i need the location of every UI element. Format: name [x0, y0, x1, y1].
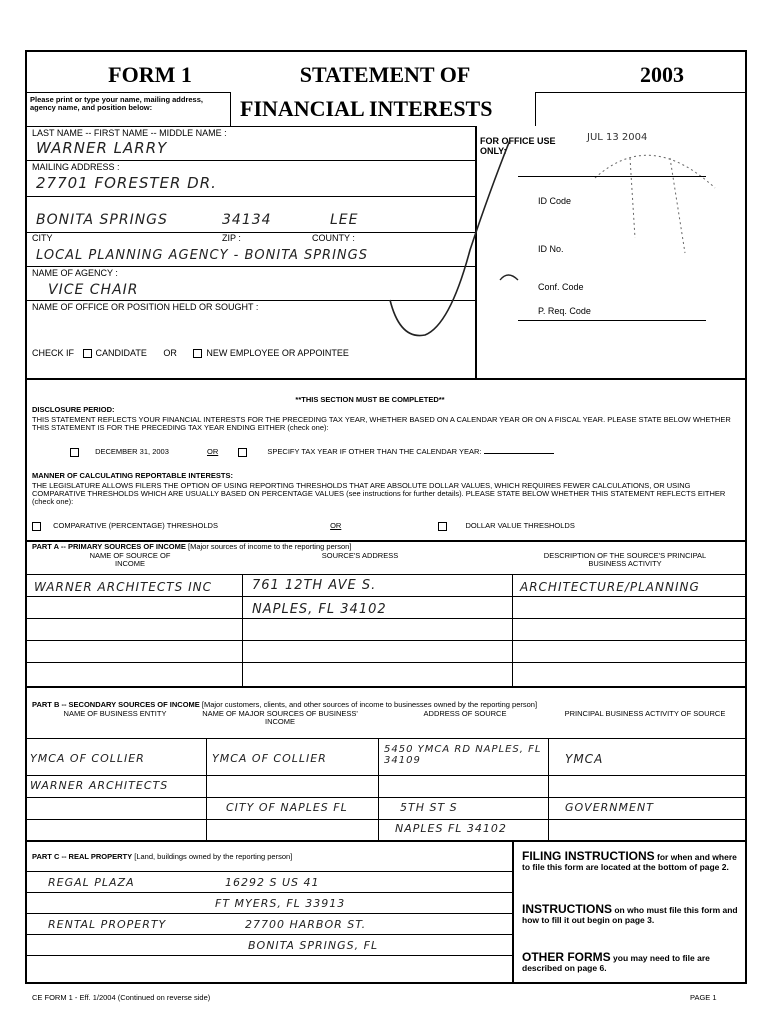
- period-options: [70, 448, 730, 457]
- print-note: Please print or type your name, mailing address, agency name, and position below:: [30, 95, 203, 112]
- specify-checkbox[interactable]: [238, 448, 247, 457]
- period-label: DISCLOSURE PERIOD:: [32, 405, 115, 414]
- agency-value[interactable]: LOCAL PLANNING AGENCY - BONITA SPRINGS: [36, 248, 368, 263]
- candidate-label: CANDIDATE: [95, 348, 147, 358]
- dollar-checkbox[interactable]: [438, 522, 447, 531]
- part-b-subtitle: [Major customers, clients, and other sources of income to businesses owned by the reporting person]: [201, 700, 538, 709]
- comparative-checkbox[interactable]: [32, 522, 41, 531]
- must-complete: **THIS SECTION MUST BE COMPLETED**: [295, 395, 445, 404]
- part-c-row2[interactable]: 16292 S US 41: [225, 876, 320, 889]
- part-b-row2-entity[interactable]: WARNER ARCHITECTS: [30, 779, 169, 792]
- other-forms: [522, 952, 742, 973]
- part-b-row1-source[interactable]: YMCA OF COLLIER: [212, 752, 327, 765]
- part-a-col2: SOURCE'S ADDRESS: [321, 551, 399, 560]
- part-c-row1[interactable]: REGAL PLAZA: [48, 876, 135, 889]
- form-label: FORM 1: [108, 62, 192, 87]
- part-a-col1: NAME OF SOURCE OF INCOME: [89, 551, 171, 568]
- part-b-col4: PRINCIPAL BUSINESS ACTIVITY OF SOURCE: [564, 709, 726, 718]
- other-body: you may need to file are described on page 6.: [522, 953, 710, 973]
- county-value[interactable]: LEE: [330, 212, 359, 228]
- part-b-row3-source[interactable]: CITY OF NAPLES FL: [226, 801, 348, 814]
- name-value[interactable]: WARNER LARRY: [36, 139, 168, 157]
- candidate-checkbox[interactable]: [83, 349, 92, 358]
- period-text: THIS STATEMENT REFLECTS YOUR FINANCIAL INTERESTS FOR THE PRECEDING TAX YEAR, WHETHER BASED ON A CALENDAR YEAR OR ON A FISCAL YEAR. PLEASE STATE BELOW WHETHER THIS STATEMENT IS FOR THE PRECEDING TAX YEAR ENDING EITHER (check one):: [32, 415, 731, 432]
- part-c-row6[interactable]: BONITA SPRINGS, FL: [248, 939, 379, 952]
- conf-code-label: Conf. Code: [538, 282, 584, 292]
- part-a-row2-address[interactable]: NAPLES, FL 34102: [252, 602, 387, 617]
- part-b-title: PART B -- SECONDARY SOURCES OF INCOME: [32, 700, 200, 709]
- check-if-row: [32, 348, 349, 358]
- position-label: NAME OF OFFICE OR POSITION HELD OR SOUGHT :: [32, 302, 259, 312]
- manner-or: OR: [330, 521, 342, 531]
- filing-head: FILING INSTRUCTIONS: [522, 849, 655, 863]
- position-value[interactable]: VICE CHAIR: [48, 282, 139, 298]
- inst-head: INSTRUCTIONS: [522, 902, 612, 916]
- part-a-col3: DESCRIPTION OF THE SOURCE'S PRINCIPAL BUSINESS ACTIVITY: [543, 551, 707, 568]
- specify-label: SPECIFY TAX YEAR IF OTHER THAN THE CALENDAR YEAR:: [267, 447, 482, 457]
- part-b-row3-activity[interactable]: GOVERNMENT: [565, 801, 654, 814]
- part-b-row3-address[interactable]: 5TH ST S: [400, 801, 458, 814]
- part-c-subtitle: [Land, buildings owned by the reporting person]: [134, 852, 293, 861]
- part-b-row1-activity[interactable]: YMCA: [565, 752, 604, 766]
- name-label: LAST NAME -- FIRST NAME -- MIDDLE NAME :: [32, 128, 227, 138]
- part-c-title: PART C -- REAL PROPERTY: [32, 852, 133, 861]
- title-line1: STATEMENT OF: [299, 62, 471, 87]
- filing-instructions: [522, 851, 742, 872]
- manner-label: MANNER OF CALCULATING REPORTABLE INTERESTS:: [32, 471, 233, 480]
- check-if-label: CHECK IF: [32, 348, 75, 358]
- part-b-col1: NAME OF BUSINESS ENTITY: [63, 709, 167, 718]
- part-a-row1-address[interactable]: 761 12TH AVE S.: [252, 578, 377, 593]
- mailing-label: MAILING ADDRESS :: [32, 162, 120, 172]
- part-a-row1-name[interactable]: WARNER ARCHITECTS INC: [34, 580, 212, 594]
- part-b-row1-entity[interactable]: YMCA OF COLLIER: [30, 752, 145, 765]
- part-a-title: PART A -- PRIMARY SOURCES OF INCOME: [32, 542, 186, 551]
- signature-mark: [380, 130, 530, 350]
- filing-body: for when and where to file this form are located at the bottom of page 2.: [522, 852, 737, 872]
- title-line2: FINANCIAL INTERESTS: [240, 96, 493, 121]
- id-no-label: ID No.: [538, 244, 564, 254]
- p-req-code-label: P. Req. Code: [538, 306, 591, 316]
- or-label: OR: [163, 348, 177, 358]
- footer-right: PAGE 1: [690, 993, 717, 1002]
- manner-options: [32, 522, 732, 531]
- other-head: OTHER FORMS: [522, 950, 611, 964]
- part-b-header: [32, 701, 742, 709]
- zip-value[interactable]: 34134: [222, 212, 272, 228]
- county-label: COUNTY :: [312, 233, 355, 243]
- inst-body: on who must file this form and how to fill it out begin on page 3.: [522, 905, 738, 925]
- office-use-label: FOR OFFICE USE ONLY:: [480, 136, 556, 156]
- new-employee-label: NEW EMPLOYEE OR APPOINTEE: [206, 348, 349, 358]
- part-a-row1-activity[interactable]: ARCHITECTURE/PLANNING: [520, 580, 700, 594]
- new-employee-checkbox[interactable]: [193, 349, 202, 358]
- svg-text:JUL 13 2004: JUL 13 2004: [587, 132, 648, 143]
- part-b-row4-address[interactable]: NAPLES FL 34102: [395, 822, 507, 835]
- part-c-row4[interactable]: RENTAL PROPERTY: [48, 918, 167, 931]
- period-or: OR: [206, 447, 219, 457]
- footer-left: CE FORM 1 - Eff. 1/2004 (Continued on reverse side): [32, 993, 211, 1002]
- comparative-label: COMPARATIVE (PERCENTAGE) THRESHOLDS: [53, 521, 218, 531]
- part-b-col3: ADDRESS OF SOURCE: [423, 709, 507, 718]
- part-b-row1-address[interactable]: 5450 YMCA RD NAPLES, FL 34109: [384, 744, 542, 766]
- zip-label: ZIP :: [222, 233, 241, 243]
- received-stamp: [575, 118, 725, 268]
- mailing-value[interactable]: 27701 FORESTER DR.: [36, 174, 217, 192]
- agency-label: NAME OF AGENCY :: [32, 268, 118, 278]
- part-a-header: [32, 543, 351, 551]
- part-c-header: [32, 853, 292, 861]
- part-c-row5[interactable]: 27700 HARBOR ST.: [245, 918, 367, 931]
- form-year: 2003: [640, 62, 684, 87]
- id-code-label: ID Code: [538, 196, 572, 206]
- manner-text: THE LEGISLATURE ALLOWS FILERS THE OPTION OF USING REPORTING THRESHOLDS THAT ARE ABSOLUTE DOLLAR VALUES, WHICH REQUIRES FEWER CALCULATIONS, OR USING COMPARATIVE THRESHOLDS WHICH ARE USUALLY BASED ON PERCENTAGE VALUES (see instructions for further details). PLEASE STATE BELOW WHETHER THIS STATEMENT REFLECTS EITHER (check one):: [32, 481, 726, 506]
- city-label: CITY: [32, 233, 53, 243]
- city-value[interactable]: BONITA SPRINGS: [36, 212, 168, 228]
- who-must-file: [522, 904, 742, 925]
- part-b-col2: NAME OF MAJOR SOURCES OF BUSINESS' INCOME: [202, 709, 358, 726]
- part-a-subtitle: [Major sources of income to the reporting person]: [188, 542, 352, 551]
- dec31-label: DECEMBER 31, 2003: [95, 447, 169, 457]
- dec31-checkbox[interactable]: [70, 448, 79, 457]
- dollar-label: DOLLAR VALUE THRESHOLDS: [465, 521, 575, 531]
- part-c-row3[interactable]: FT MYERS, FL 33913: [215, 897, 346, 910]
